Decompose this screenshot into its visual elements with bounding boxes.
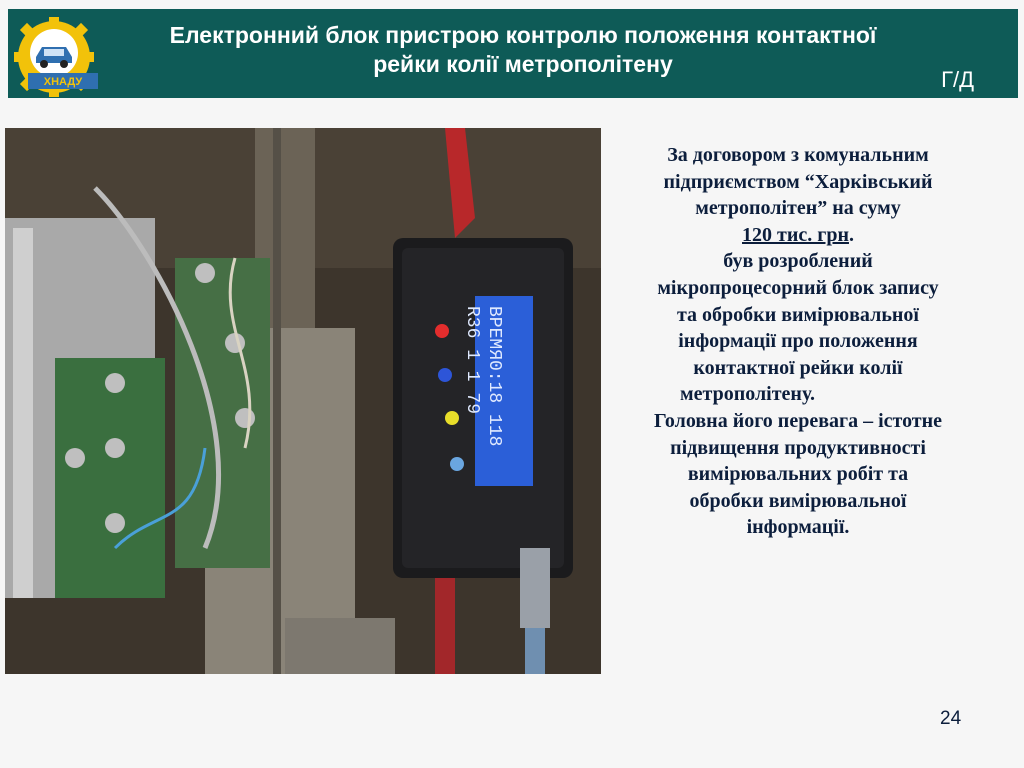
title-line-2: рейки колії метрополітену: [373, 51, 673, 77]
logo-text: ХНАДУ: [43, 76, 83, 88]
contract-amount-suffix: .: [848, 223, 854, 246]
device-photo: [5, 128, 601, 674]
text-line-6: мікропроцесорний блок запису: [657, 276, 939, 299]
contract-amount: 120 тис. грн: [742, 223, 849, 246]
slide-header: [8, 9, 1018, 98]
text-line-13: вимірювальних робіт та: [687, 463, 909, 486]
text-line-2: підприємством “Харківський: [663, 170, 933, 193]
device-photo-illustration: [5, 128, 601, 674]
text-line-9: контактної рейки колії: [693, 356, 903, 379]
display-line-2: R36 1 1 79: [462, 306, 482, 415]
description-text: [608, 142, 988, 541]
text-line-3: метрополітен” на суму: [695, 197, 901, 220]
text-line-5: був розроблений: [723, 250, 873, 273]
slide-title: [118, 21, 928, 79]
display-line-1: ВРЕМЯ0:18 118: [484, 306, 504, 447]
text-line-15: інформації.: [746, 516, 850, 539]
text-line-1: За договором з комунальним: [667, 144, 929, 166]
text-line-14: обробки вимірювальної: [689, 489, 907, 512]
text-line-8: інформації про положення: [678, 330, 918, 353]
corner-label: Г/Д: [941, 67, 974, 92]
text-line-7: та обробки вимірювальної: [676, 303, 919, 326]
university-logo: [14, 17, 98, 97]
text-line-amount: [608, 222, 988, 249]
text-line-10: метрополітену.: [680, 383, 815, 406]
text-line-11: Головна його перевага – істотне: [653, 409, 943, 432]
title-line-1: Електронний блок пристрою контролю положення контактної: [169, 22, 877, 48]
text-line-12: підвищення продуктивності: [670, 436, 926, 459]
page-number: 24: [940, 708, 962, 729]
